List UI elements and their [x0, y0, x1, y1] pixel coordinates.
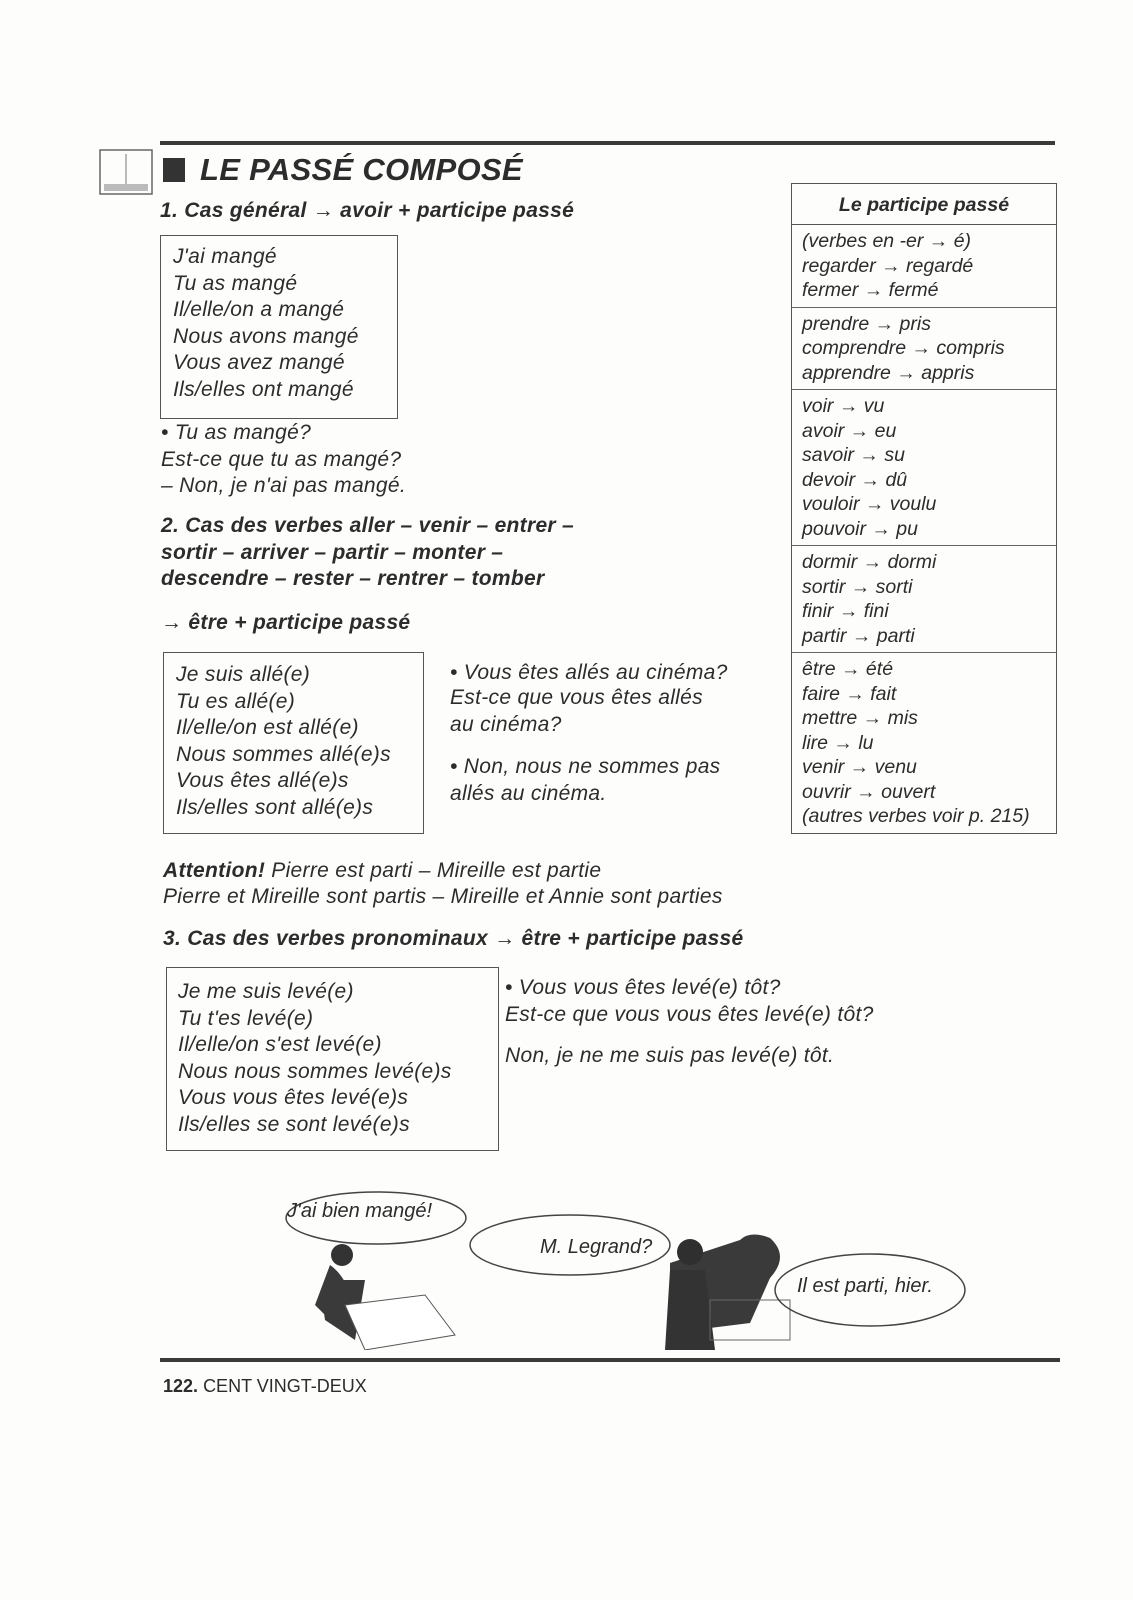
section2-rule: → être + participe passé: [161, 611, 411, 634]
participle-entry: faire → fait: [802, 682, 897, 705]
conjugation-line: Tu t'es levé(e): [178, 1006, 314, 1030]
section2-heading: [161, 513, 574, 593]
participle-entry: comprendre → compris: [802, 337, 1005, 359]
conjugation-line: Il/elle/on est allé(e): [176, 716, 359, 739]
participle-entry: savoir → su: [802, 444, 905, 466]
s2-example-2: Est-ce que vous êtes allés: [450, 686, 703, 709]
participle-group: [792, 308, 1056, 391]
participle-entry: prendre → pris: [802, 312, 931, 335]
conjugation-line: Nous nous sommes levé(e)s: [178, 1059, 452, 1083]
speech-bubble-1: J'ai bien mangé!: [287, 1200, 433, 1222]
conjugation-line: Je suis allé(e): [176, 663, 311, 686]
participle-group: [792, 546, 1056, 653]
conjugation-line: Il/elle/on s'est levé(e): [178, 1033, 382, 1056]
conjugation-line: Ils/elles sont allé(e)s: [176, 795, 374, 819]
conjugation-line: Ils/elles ont mangé: [173, 377, 354, 401]
conjugation-line: Vous vous êtes levé(e)s: [178, 1086, 409, 1109]
heading-line: sortir – arriver – partir – monter –: [161, 540, 504, 564]
participle-entry: finir → fini: [802, 600, 889, 622]
attention-line-2: Pierre et Mireille sont partis – Mireille et Annie sont parties: [163, 885, 723, 908]
participle-table: [791, 183, 1057, 834]
attention-label: Attention!: [163, 859, 266, 882]
participle-entry: devoir → dû: [802, 468, 908, 491]
participle-entry: lire → lu: [802, 731, 874, 754]
participle-entry: regarder → regardé: [802, 254, 974, 277]
conjugation-box-pronominal: [166, 967, 499, 1151]
participle-entry: apprendre → appris: [802, 361, 975, 384]
page-footer: [163, 1376, 367, 1397]
participle-group: [792, 225, 1056, 308]
conjugation-line: Nous sommes allé(e)s: [176, 742, 391, 766]
participle-table-header: Le participe passé: [792, 184, 1056, 225]
section1-heading: 1. Cas général → avoir + participe passé: [160, 199, 575, 222]
s2-example-3: au cinéma?: [450, 713, 562, 736]
participle-entry: dormir → dormi: [802, 551, 937, 573]
s2-example-1: • Vous êtes allés au cinéma?: [450, 661, 728, 684]
participle-entry: pouvoir → pu: [802, 517, 918, 540]
participle-entry: (autres verbes voir p. 215): [802, 805, 1030, 827]
participle-entry: voir → vu: [802, 395, 885, 417]
s3-example-2: Est-ce que vous vous êtes levé(e) tôt?: [505, 1003, 874, 1026]
conjugation-line: Nous avons mangé: [173, 324, 359, 348]
s2-example-4: • Non, nous ne sommes pas: [450, 755, 721, 778]
conjugation-line: Vous avez mangé: [173, 351, 345, 374]
title-square-bullet: [163, 158, 185, 182]
conjugation-line: Je me suis levé(e): [178, 980, 354, 1003]
example-line: Est-ce que tu as mangé?: [161, 447, 402, 471]
page-number-words: CENT VINGT-DEUX: [203, 1376, 367, 1396]
conjugation-box-etre: [163, 652, 424, 834]
section3-heading: 3. Cas des verbes pronominaux → être + participe passé: [163, 927, 744, 950]
top-rule: [160, 141, 1055, 145]
page-title: LE PASSÉ COMPOSÉ: [200, 152, 523, 187]
participle-group: [792, 390, 1056, 546]
participle-entry: partir → parti: [802, 624, 915, 647]
bottom-rule: [160, 1358, 1060, 1362]
s3-example-3: Non, je ne me suis pas levé(e) tôt.: [505, 1044, 835, 1067]
heading-line: 2. Cas des verbes aller – venir – entrer –: [161, 514, 575, 537]
section1-examples: [161, 420, 406, 500]
conjugation-line: Ils/elles se sont levé(e)s: [178, 1112, 410, 1136]
conjugation-line: J'ai mangé: [173, 245, 277, 268]
s2-example-5: allés au cinéma.: [450, 782, 607, 805]
heading-line: descendre – rester – rentrer – tomber: [161, 567, 545, 590]
example-line: – Non, je n'ai pas mangé.: [161, 474, 406, 497]
participle-entry: vouloir → voulu: [802, 493, 937, 515]
page-number: 122.: [163, 1376, 199, 1396]
participle-entry: mettre → mis: [802, 707, 918, 729]
conjugation-box-avoir: [160, 235, 398, 419]
participle-entry: avoir → eu: [802, 419, 897, 442]
participle-entry: fermer → fermé: [802, 279, 939, 301]
conjugation-line: Il/elle/on a mangé: [173, 298, 345, 321]
book-icon: [98, 148, 156, 198]
conjugation-line: Vous êtes allé(e)s: [176, 769, 349, 792]
speech-bubble-3: Il est parti, hier.: [797, 1275, 933, 1297]
attention-text-1: Pierre est parti – Mireille est partie: [271, 859, 602, 882]
speech-bubble-2: M. Legrand?: [540, 1236, 653, 1258]
participle-entry: être → été: [802, 658, 894, 680]
participle-entry: ouvrir → ouvert: [802, 780, 936, 803]
example-line: • Tu as mangé?: [161, 421, 312, 444]
s3-example-1: • Vous vous êtes levé(e) tôt?: [505, 976, 781, 999]
participle-group: [792, 653, 1056, 833]
participle-entry: (verbes en -er → é): [802, 230, 972, 252]
conjugation-line: Tu es allé(e): [176, 689, 296, 713]
attention-line-1: [163, 858, 601, 885]
conjugation-line: Tu as mangé: [173, 271, 298, 295]
participle-entry: sortir → sorti: [802, 575, 913, 598]
participle-entry: venir → venu: [802, 756, 917, 778]
